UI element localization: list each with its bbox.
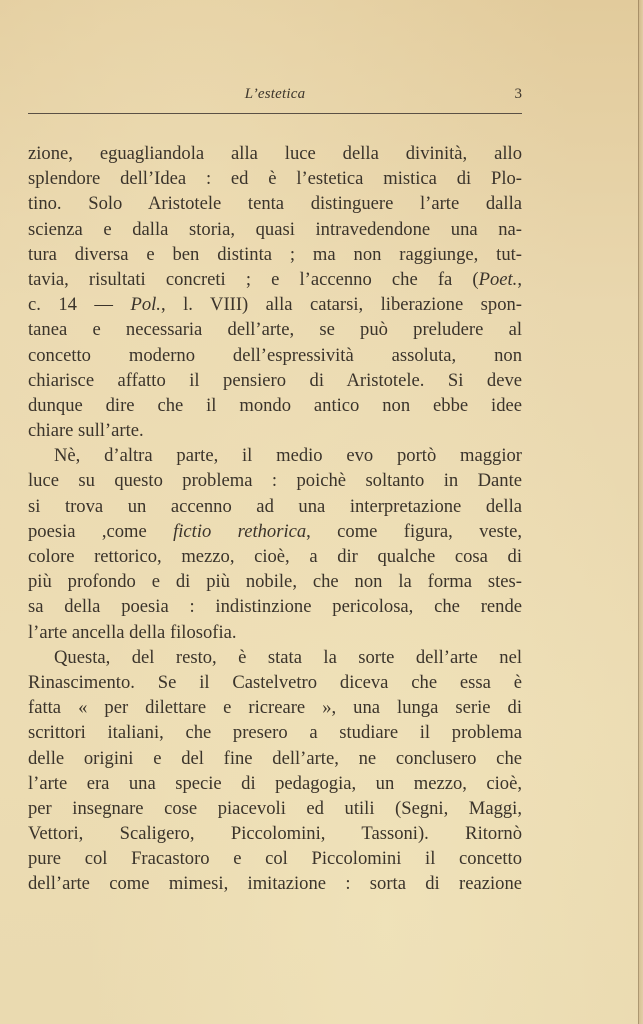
text-line: fatta « per dilettare e ricreare », una lunga serie di [28, 697, 522, 719]
text-line: scienza e dalla storia, quasi intravedendone una na- [28, 218, 522, 240]
text-line: l’arte era una specie di pedagogia, un mezzo, cioè, [28, 772, 522, 794]
text-run: , come figura, veste, [306, 520, 522, 542]
text-run: poesia ,come [28, 520, 174, 542]
text-line: splendore dell’Idea : ed è l’estetica mistica di Plo- [28, 168, 522, 190]
text-line: dunque dire che il mondo antico non ebbe idee [28, 394, 522, 416]
text-line: Questa, del resto, è stata la sorte dell’arte nel [54, 646, 522, 668]
text-line: zione, eguagliandola alla luce della divinità, allo [28, 143, 522, 164]
text-line [28, 519, 522, 544]
text-line: concetto moderno dell’espressività assoluta, non [28, 344, 522, 366]
text-line [28, 267, 522, 292]
latin-term-italic: fictio rethorica [173, 520, 307, 542]
text-line: più profondo e di più nobile, che non la forma stes- [28, 571, 522, 593]
text-line: tura diversa e ben distinta ; ma non raggiunge, tut- [28, 243, 522, 265]
text-line: Rinascimento. Se il Castelvetro diceva che essa è [28, 671, 522, 693]
text-line: l’arte ancella della filosofia. [28, 621, 237, 643]
text-run: c. 14 — [28, 294, 131, 316]
text-line: luce su questo problema : poichè soltanto in Dante [28, 470, 522, 492]
text-line: dell’arte come mimesi, imitazione : sorta di reazione [28, 873, 522, 895]
text-line: tino. Solo Aristotele tenta distinguere l’arte dalla [28, 193, 522, 215]
text-line: colore rettorico, mezzo, cioè, a dir qualche cosa di [28, 546, 522, 567]
text-run: , [517, 268, 522, 290]
page-number: 3 [514, 86, 522, 102]
running-head [28, 86, 522, 112]
body-text [28, 141, 522, 897]
text-line: scrittori italiani, che presero a studiare il problema [28, 722, 522, 744]
text-line [28, 292, 522, 317]
text-line: sa della poesia : indistinzione pericolosa, che rende [28, 596, 522, 618]
text-line: chiare sull’arte. [28, 420, 144, 442]
text-line: Vettori, Scaligero, Piccolomini, Tassoni). Ritornò [28, 823, 522, 845]
citation-italic: Pol. [130, 294, 161, 316]
running-title: L’estetica [244, 86, 306, 102]
text-run: tavia, risultati concreti ; e l’accenno che fa ( [28, 268, 479, 290]
citation-italic: Poet. [478, 268, 518, 290]
text-line: si trova un accenno ad una interpretazione della [28, 495, 522, 517]
text-line: Nè, d’altra parte, il medio evo portò maggior [54, 445, 522, 467]
text-line: pure col Fracastoro e col Piccolomini il concetto [28, 848, 522, 870]
page-edge-line [638, 0, 639, 1024]
text-line: tanea e necessaria dell’arte, se può preludere al [28, 319, 522, 341]
text-line: chiarisce affatto il pensiero di Aristotele. Si deve [28, 369, 522, 391]
header-rule [28, 113, 522, 114]
text-run: , l. VIII) alla catarsi, liberazione spon- [160, 294, 522, 316]
text-line: delle origini e del fine dell’arte, ne conclusero che [28, 747, 522, 769]
text-line: per insegnare cose piacevoli ed utili (Segni, Maggi, [28, 797, 522, 819]
page-edge-shadow [639, 0, 643, 1024]
